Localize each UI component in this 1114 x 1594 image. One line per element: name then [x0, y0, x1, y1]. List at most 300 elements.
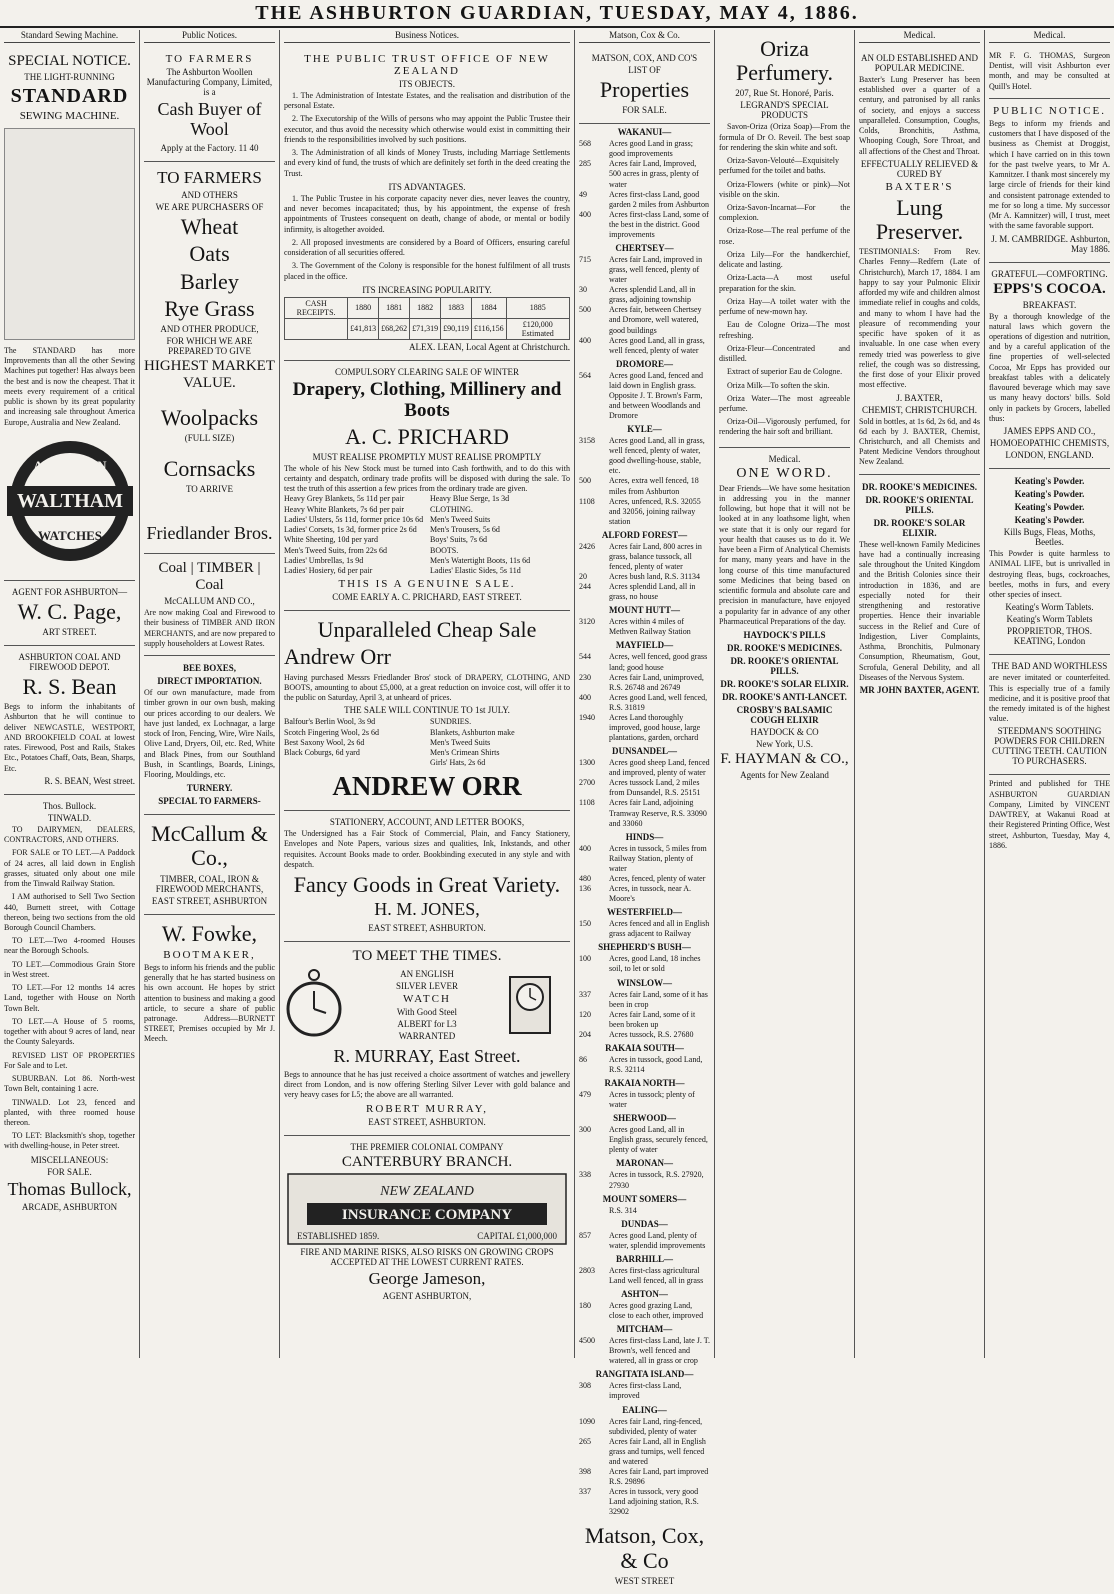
listing-acres: 2803: [579, 1265, 595, 1275]
listing-section: [579, 1289, 710, 1321]
produce-item: Rye Grass: [164, 295, 255, 321]
price-list-left: [284, 494, 424, 576]
listing-row: [579, 1487, 710, 1517]
listing-acres: 244: [579, 582, 591, 592]
ad-note: THIS IS A GENUINE SALE.: [338, 578, 516, 591]
ad-body: MR F. G. THOMAS, Surgeon Dentist, will visit Ashburton ever month, and may be consulted at Quill's Hotel.: [989, 51, 1110, 91]
price-lists: [284, 494, 570, 576]
listing-description: Acres good Land, all in grass, well fenced, plenty of water, good dwelling-house, stable, etc.: [609, 436, 705, 476]
ad-line: TO ARRIVE: [185, 484, 234, 495]
listing-row: [579, 305, 710, 335]
listing-description: Acres splendid Land, all in grass, adjoining township: [609, 285, 696, 305]
ad-line: FOR SALE.: [622, 105, 667, 116]
ad-headline: Cash Buyer of Wool: [157, 99, 262, 139]
price-item: Scotch Fingering Wool, 2s 6d: [284, 727, 379, 737]
listing-description: Acres first-class Land, some of the best in the district. Good improvements: [609, 209, 709, 239]
listing-place: WINSLOW—: [616, 977, 672, 988]
page-columns: [0, 30, 1114, 1586]
listing-description: Acres in tussock, 5 miles from Railway Station, plenty of water: [609, 843, 707, 873]
property-notice: SUBURBAN. Lot 86. North-west Town Belt, containing 1 acre.: [4, 1074, 135, 1094]
listing-place: DUNSANDEL—: [611, 746, 677, 757]
product-item: Oriza-Oil—Vigorously perfumed, for rendering the hair soft and brilliant.: [719, 417, 850, 437]
listing-description: Acres good Land, fenced and laid down in English grass. Opposite J. T. Brown's Farm, and between Woodlands and Dromore: [609, 370, 703, 421]
ad-footer: COME EARLY A. C. PRICHARD, EAST STREET.: [332, 592, 522, 603]
mccallum-signature: [144, 815, 275, 914]
property-notice: REVISED LIST OF PROPERTIES For Sale and to Let.: [4, 1050, 135, 1070]
ad-title: TO FARMERS: [157, 167, 262, 187]
ad-body: Begs to inform my friends and customers that I have disposed of the business as Chemist at Droggist, which I have carried on in this town for the past twelve years, to Mr A. Kamnitzer. I thank most sincerely my large circle of friends for their kind and consistent patronage extended to me for so long a time. My successor (Mr A. Kamnitzer) will, I trust, meet with the same favorable support.: [989, 118, 1110, 231]
product-item: Oriza Hay—A toilet water with the perfume of new-mown hay.: [719, 296, 850, 317]
listing-place: MOUNT HUTT—: [608, 605, 681, 616]
product-item: Oriza Water—The most agreeable perfume.: [719, 393, 850, 413]
masthead: [0, 0, 1114, 28]
listing-acres: 120: [579, 1009, 591, 1019]
listing-description: Acres bush land, R.S. 31134: [609, 572, 701, 582]
listing-description: Acres, extra well fenced, 18 miles from Ashburton: [609, 476, 699, 496]
merchant-name-large: ANDREW ORR: [332, 770, 522, 801]
produce-item: Oats: [189, 241, 230, 267]
ad-title: MATSON, COX, AND CO'S: [591, 53, 698, 63]
listing-description: Acres good sheep Land, fenced and improved, plenty of water: [609, 758, 710, 778]
ad-line: HOMOEOPATHIC CHEMISTS,: [989, 438, 1110, 449]
ad-headline: Fancy Goods in Great Variety.: [293, 872, 561, 898]
ad-line: LIST OF: [628, 65, 661, 75]
listing-description: Acres fair Land, Improved, 500 acres in grass, plenty of water: [609, 159, 699, 189]
listing-acres: 100: [579, 954, 591, 964]
receipts-table: [284, 297, 570, 340]
product-list: [719, 122, 850, 437]
newspaper-title: THE ASHBURTON GUARDIAN, TUESDAY, MAY 4, 1886.: [255, 2, 859, 24]
table-row: [285, 297, 570, 318]
table-cell: [285, 318, 348, 339]
merchant-name: Andrew Orr: [284, 644, 391, 670]
ad-body: The STANDARD has more Improvements than all the other Sewing Machines put together! Has always been the best and is now the cheapest. That it meets every requirement of a critical public is shown by its great popularity and increasing sale throughout America Europe, Australia and New Zealand.: [4, 346, 135, 427]
price-item: Balfour's Berlin Wool, 3s 9d: [284, 717, 376, 727]
badge-middle-text: WALTHAM: [16, 489, 123, 512]
product-name: CROSBY'S BALSAMIC COUGH ELIXIR: [736, 704, 833, 725]
banner-capital: CAPITAL £1,000,000: [477, 1230, 557, 1241]
listing-place: WESTERFIELD—: [606, 907, 683, 918]
listing-section: [579, 1324, 710, 1366]
listing-row: [579, 1381, 710, 1401]
listing-acres: 500: [579, 305, 591, 315]
listing-acres: 857: [579, 1230, 591, 1240]
listing-acres: 2700: [579, 778, 595, 788]
standard-sewing-machine-ad: [4, 47, 135, 581]
listing-place: RAKAIA SOUTH—: [605, 1042, 684, 1053]
ad-line: Keating's Worm Tablets: [1006, 614, 1093, 625]
column-3: [280, 30, 575, 1358]
column-7: [985, 30, 1114, 1358]
listing-acres: 337: [579, 989, 591, 999]
ad-body: [284, 91, 570, 179]
ad-line: FOR SALE.: [47, 1166, 92, 1177]
listing-row: [579, 542, 710, 572]
price-item: Ladies' Corsets, 1s 3d, former price 2s 6d: [284, 525, 417, 535]
listing-description: Acres, unfenced, R.S. 32055 and 32056, joining railway station: [609, 496, 701, 526]
listing-description: Acres good Land, well fenced, R.S. 31819: [609, 692, 708, 712]
oriza-perfumery-ad: [719, 30, 850, 448]
ad-line: SILVER LEVER: [396, 981, 458, 992]
ad-line: PROPRIETOR, THOS. KEATING, London: [1007, 626, 1092, 647]
ad-body: Dear Friends—We have some hesitation in addressing you in the manner following, but hope that it will not be looked at in any loathsome light, when we state that it is only our regard for your health that causes us to do it. We have been a Firm of Analytical Chemists for many, many years and have in the long course of this time manufactured some Medicines that being based on scientific formula and absolute care and precision in manufacture, have enjoyed a popularity far in advance of any other Pharmaceutical Preparations of the day.: [719, 483, 850, 626]
dentist-notice: [989, 47, 1110, 99]
listing-row: [579, 1010, 710, 1030]
listing-section: [579, 530, 710, 602]
listing-acres: 86: [579, 1054, 587, 1064]
listing-section: [579, 640, 710, 743]
price-list-left: [284, 717, 424, 768]
ad-line: Keating's Worm Tablets.: [1005, 602, 1094, 613]
listing-row: [579, 285, 710, 305]
listing-description: Acres in tussock, R.S. 27920, 27930: [609, 1170, 704, 1190]
banner-main-text: INSURANCE COMPANY: [341, 1206, 513, 1223]
listing-row: [579, 1090, 710, 1110]
listing-section: [579, 832, 710, 904]
insurance-banner: [287, 1173, 567, 1245]
table-cell: 1882: [410, 297, 441, 318]
table-cell: 1880: [348, 297, 379, 318]
listing-row: [579, 159, 710, 189]
listing-row: [579, 617, 710, 637]
paragraph: 1. The Public Trustee in his corporate capacity never dies, never leaves the country, and never becomes incapacitated; thus, by his appointment, the expense of fresh appointments of Trustees consequent on death, change of abode, or mental or bodily infirmity, is altogether avoided.: [284, 193, 570, 234]
listing-section: [579, 1078, 710, 1110]
listing-place: EALING—: [622, 1404, 667, 1415]
listing-section: [579, 978, 710, 1040]
listing-row: [579, 582, 710, 602]
listing-description: Acres good Land, all in English grass, securely fenced, plenty of water: [609, 1125, 708, 1155]
property-notice: TO DAIRYMEN, DEALERS, CONTRACTORS, AND OTHERS.: [4, 824, 135, 845]
dr-rookes-medicines-ad: [859, 475, 980, 703]
public-trust-office-ad: [284, 47, 570, 361]
listing-section: [579, 942, 710, 974]
ad-line: WARRANTED: [398, 1031, 456, 1042]
ad-title: SPECIAL NOTICE.: [8, 53, 131, 69]
banner-top-text: NEW ZEALAND: [380, 1183, 474, 1199]
ad-line: ALBERT for L3: [397, 1019, 457, 1030]
property-notice: TO LET.—A House of 5 rooms, together with about 9 acres of land, near the County Saleyards.: [4, 1016, 135, 1047]
listing-acres: 20: [579, 572, 587, 582]
printer-imprint: [989, 775, 1110, 857]
ad-title: TO FARMERS: [165, 53, 254, 65]
listing-description: Acres tussock, R.S. 27680: [609, 1029, 694, 1039]
product-name: DR. ROOKE'S ANTI-LANCET.: [722, 691, 847, 702]
listing-description: Acres fenced and all in English grass adjacent to Railway: [609, 919, 710, 939]
listing-row: [579, 1231, 710, 1251]
product-name: DR. ROOKE'S ORIENTAL PILLS.: [865, 494, 974, 515]
ad-line: EAST STREET, ASHBURTON.: [368, 923, 486, 934]
agent-name: W. C. Page,: [17, 598, 122, 624]
price-item: Heavy Grey Blankets, 5s 11d per pair: [284, 494, 405, 504]
listing-acres: 1108: [579, 496, 595, 506]
listing-description: Acres fair Land, improved in grass, well fenced, plenty of water: [609, 254, 703, 285]
ad-headline: Unparalleled Cheap Sale: [317, 617, 537, 643]
merchant-name: R. MURRAY, East Street.: [333, 1046, 521, 1067]
ad-title: AN OLD ESTABLISHED AND POPULAR MEDICINE.: [860, 53, 979, 73]
listing-section: [579, 127, 710, 240]
price-item: CLOTHING.: [430, 504, 473, 514]
ad-line: AGENT FOR ASHBURTON—: [11, 586, 128, 597]
listing-description: R.S. 314: [609, 1205, 637, 1215]
listing-description: Acres good Land, all in grass, well fenced, plenty of water: [609, 335, 705, 355]
listing-section: [579, 1369, 710, 1401]
listing-section: [579, 907, 710, 939]
listing-row: [579, 1467, 710, 1487]
listing-row: [579, 1125, 710, 1155]
price-item: Ladies' Hosiery, 6d per pair: [284, 566, 373, 576]
listing-row: [579, 371, 710, 421]
product-name: Keating's Powder.: [1014, 489, 1085, 500]
ad-body: are never imitated or counterfeited. This is especially true of a family medicine, and it is positive proof that the remedy imitated is of the highest value.: [989, 673, 1110, 724]
merchant-name: A. C. PRICHARD: [345, 423, 509, 449]
listing-section: [579, 1043, 710, 1075]
nz-insurance-ad: [284, 1136, 570, 1310]
listing-row: [579, 919, 710, 939]
property-notice: TO LET.—For 12 months 14 acres Land, together with House on North Town Belt.: [4, 983, 135, 1013]
listing-acres: 300: [579, 1125, 591, 1135]
ad-subhead: TURNERY.: [186, 783, 233, 794]
paragraph: 3. The Government of the Colony is responsible for the honest fulfilment of all trusts placed in the office.: [284, 261, 570, 281]
product-item: Oriza-Savon-Incarnat—For the complexion.: [719, 203, 850, 223]
table-cell: £116,156: [471, 318, 506, 339]
listing-description: Acres in tussock; plenty of water: [609, 1090, 695, 1110]
ad-line: WEST STREET: [614, 1575, 675, 1586]
badge-bottom-text: WATCHES: [37, 527, 102, 543]
product-item: Oriza-Savon-Velouté—Exquisitely perfumed for the toilet and baths.: [719, 156, 839, 176]
product-item: Savon-Oriza (Oriza Soap)—From the formula of Dr O. Reveil. The best soap for rendering the skin white and soft.: [719, 122, 850, 152]
listing-acres: 3120: [579, 617, 595, 627]
listing-row: [579, 798, 710, 828]
listing-description: Acres fair Land, all in English grass and turnips, well fenced and watered: [609, 1436, 706, 1466]
mccallum-coal-ad: [144, 554, 275, 656]
listing-section: [579, 1254, 710, 1286]
coal-depot-ad: [4, 646, 135, 795]
listing-acres: 285: [579, 159, 591, 169]
price-item: Blankets, Ashburton make: [430, 727, 515, 737]
ad-body: Having purchased Messrs Friedlander Bros' stock of DRAPERY, CLOTHING, AND BOOTS, amounting to about £5,000, at a great reduction on invoice cost, will offer it to the public on Saturday, April 3, at unheard of prices.: [284, 672, 570, 703]
listing-acres: [579, 1206, 609, 1216]
listing-acres: 338: [579, 1170, 591, 1180]
ad-subhead: DIRECT IMPORTATION.: [157, 676, 262, 687]
product-item: Oriza-Fleur—Concentrated and distilled.: [719, 343, 850, 364]
listing-place: CHERTSEY—: [615, 242, 674, 253]
price-item: Men's Tweed Suits: [430, 514, 491, 524]
steedman-powders-ad: [989, 655, 1110, 775]
ad-line: BOOTMAKER,: [163, 948, 256, 961]
ad-headline: Oriza Perfumery.: [736, 36, 833, 86]
listing-place: RAKAIA NORTH—: [604, 1078, 685, 1089]
property-notice: I AM authorised to Sell Two Section 440, Burnett street, with Cottage thereon, being two sections from the old Borough Council Chambers.: [4, 892, 135, 932]
imprint-text: Printed and published for THE ASHBURTON GUARDIAN Company, Limited by VINCENT DAWTREY, at Wakanui Road at their Registered Printing Office, West street, Ashburton, Tuesday, May 4, 1886.: [989, 779, 1110, 850]
fowke-bootmaker-ad: [144, 915, 275, 1051]
price-item: Ladies' Ulsters, 5s 11d, former price 10s 6d: [284, 514, 424, 524]
listing-place: RANGITATA ISLAND—: [595, 1369, 694, 1380]
merchant-name: W. Fowke,: [161, 920, 258, 946]
product-item: Extract of superior Eau de Cologne.: [727, 367, 843, 377]
table-cell: £90,119: [441, 318, 472, 339]
ad-line: FIRE AND MARINE RISKS, ALSO RISKS ON GROWING CROPS ACCEPTED AT THE LOWEST CURRENT RATES.: [300, 1246, 554, 1267]
listing-description: Acres first-class Land, late J. T. Brown's, well fenced and watered, all in grass or crop: [609, 1336, 711, 1366]
listing-place: ASHTON—: [621, 1288, 668, 1299]
column-7-head: Medical.: [989, 30, 1110, 43]
listing-place: DUNDAS—: [621, 1218, 668, 1229]
dealer-name: Thomas Bullock,: [7, 1178, 132, 1199]
listing-acres: 308: [579, 1381, 591, 1391]
listing-description: Acres, in tussock, near A. Moore's: [609, 884, 691, 904]
listing-description: Acres within 4 miles of Methven Railway Station: [609, 617, 691, 637]
property-notice: TO LET.—Commodious Grain Store in West street.: [4, 959, 135, 979]
price-item: Men's Tweed Suits: [430, 737, 491, 747]
listing-acres: 150: [579, 919, 591, 929]
ad-line: JAMES EPPS AND CO.,: [1003, 426, 1096, 437]
price-item: Men's Crimean Shirts: [430, 748, 500, 758]
listing-description: Acres tussock Land, 2 miles from Dunsandel, R.S. 25151: [609, 778, 701, 798]
price-item: White Sheeting, 10d per yard: [284, 535, 378, 545]
listing-row: [579, 758, 710, 778]
listing-description: Acres fair, between Chertsey and Dromore, well watered, good buildings: [609, 305, 702, 335]
ad-subhead: TINWALD.: [47, 812, 92, 823]
produce-item: Cornsacks: [163, 456, 256, 482]
ad-line: AND OTHERS: [181, 190, 238, 201]
agent-name: F. HAYMAN & CO.,: [720, 750, 849, 767]
keatings-powder-ad: [989, 469, 1110, 655]
property-notice: FOR SALE or TO LET.—A Paddock of 24 acres, all laid down in English grasses, situated only about one mile from the Tinwald Railway Station.: [4, 848, 135, 889]
ad-body: These well-known Family Medicines have had a continually increasing sale throughout the United Kingdom and the British Colonies since their introduction in 1836, and are especially noted for their strengthening and restorative properties. Hence their invariable success in the Relief and Cure of Indigestion, Liver Complaints, Asthma, Bronchitis, Pulmonary Consumption, Rheumatism, Gout, Scrofula, General Debility, and all Diseases of the Nervous System.: [859, 539, 980, 682]
listing-acres: 1300: [579, 758, 595, 768]
property-listings: [579, 127, 710, 1517]
listing-acres: 544: [579, 652, 591, 662]
ad-line: LONDON, ENGLAND.: [1005, 450, 1094, 461]
ad-subhead: ITS ADVANTAGES.: [388, 181, 466, 192]
ad-line: With Good Steel: [396, 1007, 458, 1018]
listing-acres: 265: [579, 1436, 591, 1446]
ad-line: ROBERT MURRAY,: [366, 1102, 488, 1115]
paragraph: 1. The Administration of Intestate Estates, and the realisation and distribution of the personal Estate.: [284, 91, 570, 111]
listing-acres: 30: [579, 285, 587, 295]
ad-body: This Powder is quite harmless to ANIMAL LIFE, but is unrivalled in destroying fleas, bugs, cockroaches, beetles, moths in furs, and every other species of insect.: [989, 549, 1110, 600]
agent-name: George Jameson,: [368, 1268, 486, 1288]
listing-description: Acres, well fenced, good grass land; good house: [609, 652, 708, 672]
listing-row: [579, 652, 710, 672]
ad-body: The Undersigned has a Fair Stock of Commercial, Plain, and Fancy Stationery, Envelopes and Note Papers, various sizes and qualities, Ink, Inkstands, and other requisites. Account Books made to order. Bookbinding executed in any style and with despatch.: [284, 829, 570, 869]
price-item: Ladies' Umbrellas, 1s 9d: [284, 555, 364, 565]
product-name: DR. ROOKE'S SOLAR ELIXIR.: [720, 678, 849, 689]
listing-section: [579, 746, 710, 829]
price-item: BOOTS.: [430, 545, 459, 555]
listing-place: DROMORE—: [616, 358, 673, 369]
listing-row: [579, 1030, 710, 1040]
woollen-company-ad: [144, 47, 275, 162]
ad-line: J. BAXTER,: [896, 392, 943, 403]
listing-place: MOUNT SOMERS—: [602, 1193, 687, 1204]
ad-headline: Drapery, Clothing, Millinery and Boots: [292, 378, 562, 421]
ad-line: EFFECTUALLY RELIEVED & CURED BY: [860, 158, 979, 179]
listing-acres: 4500: [579, 1336, 595, 1346]
listing-description: Acres fair Land, some of it been broken up: [609, 1009, 696, 1029]
price-item: Men's Watertight Boots, 11s 6d: [430, 555, 531, 565]
ad-line: HIGHEST MARKET VALUE.: [144, 358, 275, 392]
listing-acres: 1090: [579, 1416, 595, 1426]
listing-place: KYLE—: [627, 424, 662, 435]
column-4: [575, 30, 715, 1586]
ad-line: MISCELLANEOUS:: [30, 1154, 109, 1165]
ad-signature: J. M. CAMBRIDGE. Ashburton, May 1886.: [991, 233, 1110, 254]
ad-line: GRATEFUL—COMFORTING.: [991, 268, 1108, 279]
agent-name: Matson, Cox, & Co: [584, 1523, 705, 1573]
listing-acres: 400: [579, 692, 591, 702]
ad-line: Agents for New Zealand: [740, 769, 829, 780]
paragraph: 2. All proposed investments are considered by a Board of Officers, ensuring careful consideration of all securities offered.: [284, 237, 570, 258]
ad-line: CHEMIST, CHRISTCHURCH.: [861, 404, 978, 415]
ad-title: TO MEET THE TIMES.: [352, 948, 502, 965]
listing-description: Acres good Land, plenty of water, splendid improvements: [609, 1230, 706, 1250]
ad-line: STEEDMAN'S SOOTHING POWDERS FOR CHILDREN CUTTING TEETH. CAUTION TO PURCHASERS.: [991, 726, 1108, 767]
table-cell: £71,319: [410, 318, 441, 339]
ad-headline: Properties: [599, 77, 690, 102]
product-item: Eau de Cologne Oriza—The most refreshing.: [719, 320, 850, 340]
property-notice: TO LET.—Two 4-roomed Houses near the Borough Schools.: [4, 936, 135, 956]
bullock-properties-ad: [4, 795, 135, 1221]
listing-acres: 479: [579, 1090, 591, 1100]
listing-row: [579, 673, 710, 693]
prichard-clearing-sale-ad: [284, 361, 570, 612]
listing-acres: 400: [579, 335, 591, 345]
listing-row: [579, 1336, 710, 1366]
listing-acres: 180: [579, 1300, 591, 1310]
listing-row: [579, 336, 710, 356]
listing-acres: 568: [579, 139, 591, 149]
table-cell: £120,000 Estimated: [506, 318, 569, 339]
listing-row: [579, 1437, 710, 1467]
badge-top-text: AMERICAN: [33, 457, 106, 473]
ad-line: AN ENGLISH: [400, 969, 454, 980]
dealer-name: R. S. Bean: [22, 674, 117, 700]
hm-jones-stationery-ad: [284, 811, 570, 942]
listing-acres: 398: [579, 1466, 591, 1476]
ad-title: THE PUBLIC TRUST OFFICE OF NEW ZEALAND: [304, 53, 550, 77]
waltham-agent-ad: [4, 581, 135, 646]
listing-section: [579, 1158, 710, 1190]
ad-body: The whole of his New Stock must be turned into Cash forthwith, and to do this with certainty and despatch, ordinary trade profits will be disposed with during the sale. To test the truth of this assertion a few prices from the ordinary trade are given.: [284, 463, 570, 494]
listing-row: [579, 255, 710, 285]
listing-row: [579, 476, 710, 496]
listing-place: BARRHILL—: [615, 1253, 673, 1264]
listing-description: Acres first-class agricultural Land well fenced, all in grass: [609, 1265, 704, 1285]
listing-place: MARONAN—: [616, 1158, 673, 1169]
product-name: Keating's Powder.: [1014, 502, 1085, 513]
ad-line: New York, U.S.: [755, 738, 813, 749]
price-list-right: [430, 494, 570, 576]
listing-description: Acres in tussock, good Land, R.S. 32114: [609, 1054, 703, 1074]
haydock-pills-ad: [719, 448, 850, 788]
listing-description: Acres fair Land, 800 acres in grass, balance tussock, all fenced, plenty of water: [609, 541, 702, 571]
listing-description: Acres Land thoroughly improved, good house, large plantations, garden, orchard: [609, 712, 701, 743]
listing-acres: 400: [579, 843, 591, 853]
ad-subhead: ITS INCREASING POPULARITY.: [362, 284, 492, 295]
listing-row: [579, 884, 710, 904]
product-name: DR. ROOKE'S SOLAR ELIXIR.: [873, 517, 966, 538]
listing-description: Acres in tussock, very good Land adjoining station, R.S. 32902: [609, 1487, 699, 1517]
table-cell: £68,262: [379, 318, 410, 339]
listing-acres: 480: [579, 873, 591, 883]
epps-cocoa-ad: [989, 263, 1110, 470]
ad-line: The Ashburton Woollen Manufacturing Company, Limited, is a: [146, 67, 273, 97]
ad-line: Apply at the Factory. 11 40: [160, 142, 259, 153]
merchant-name: Friedlander Bros.: [146, 523, 273, 544]
listing-row: [579, 693, 710, 713]
ad-section: Medical.: [768, 453, 801, 464]
listing-section: [579, 1113, 710, 1155]
